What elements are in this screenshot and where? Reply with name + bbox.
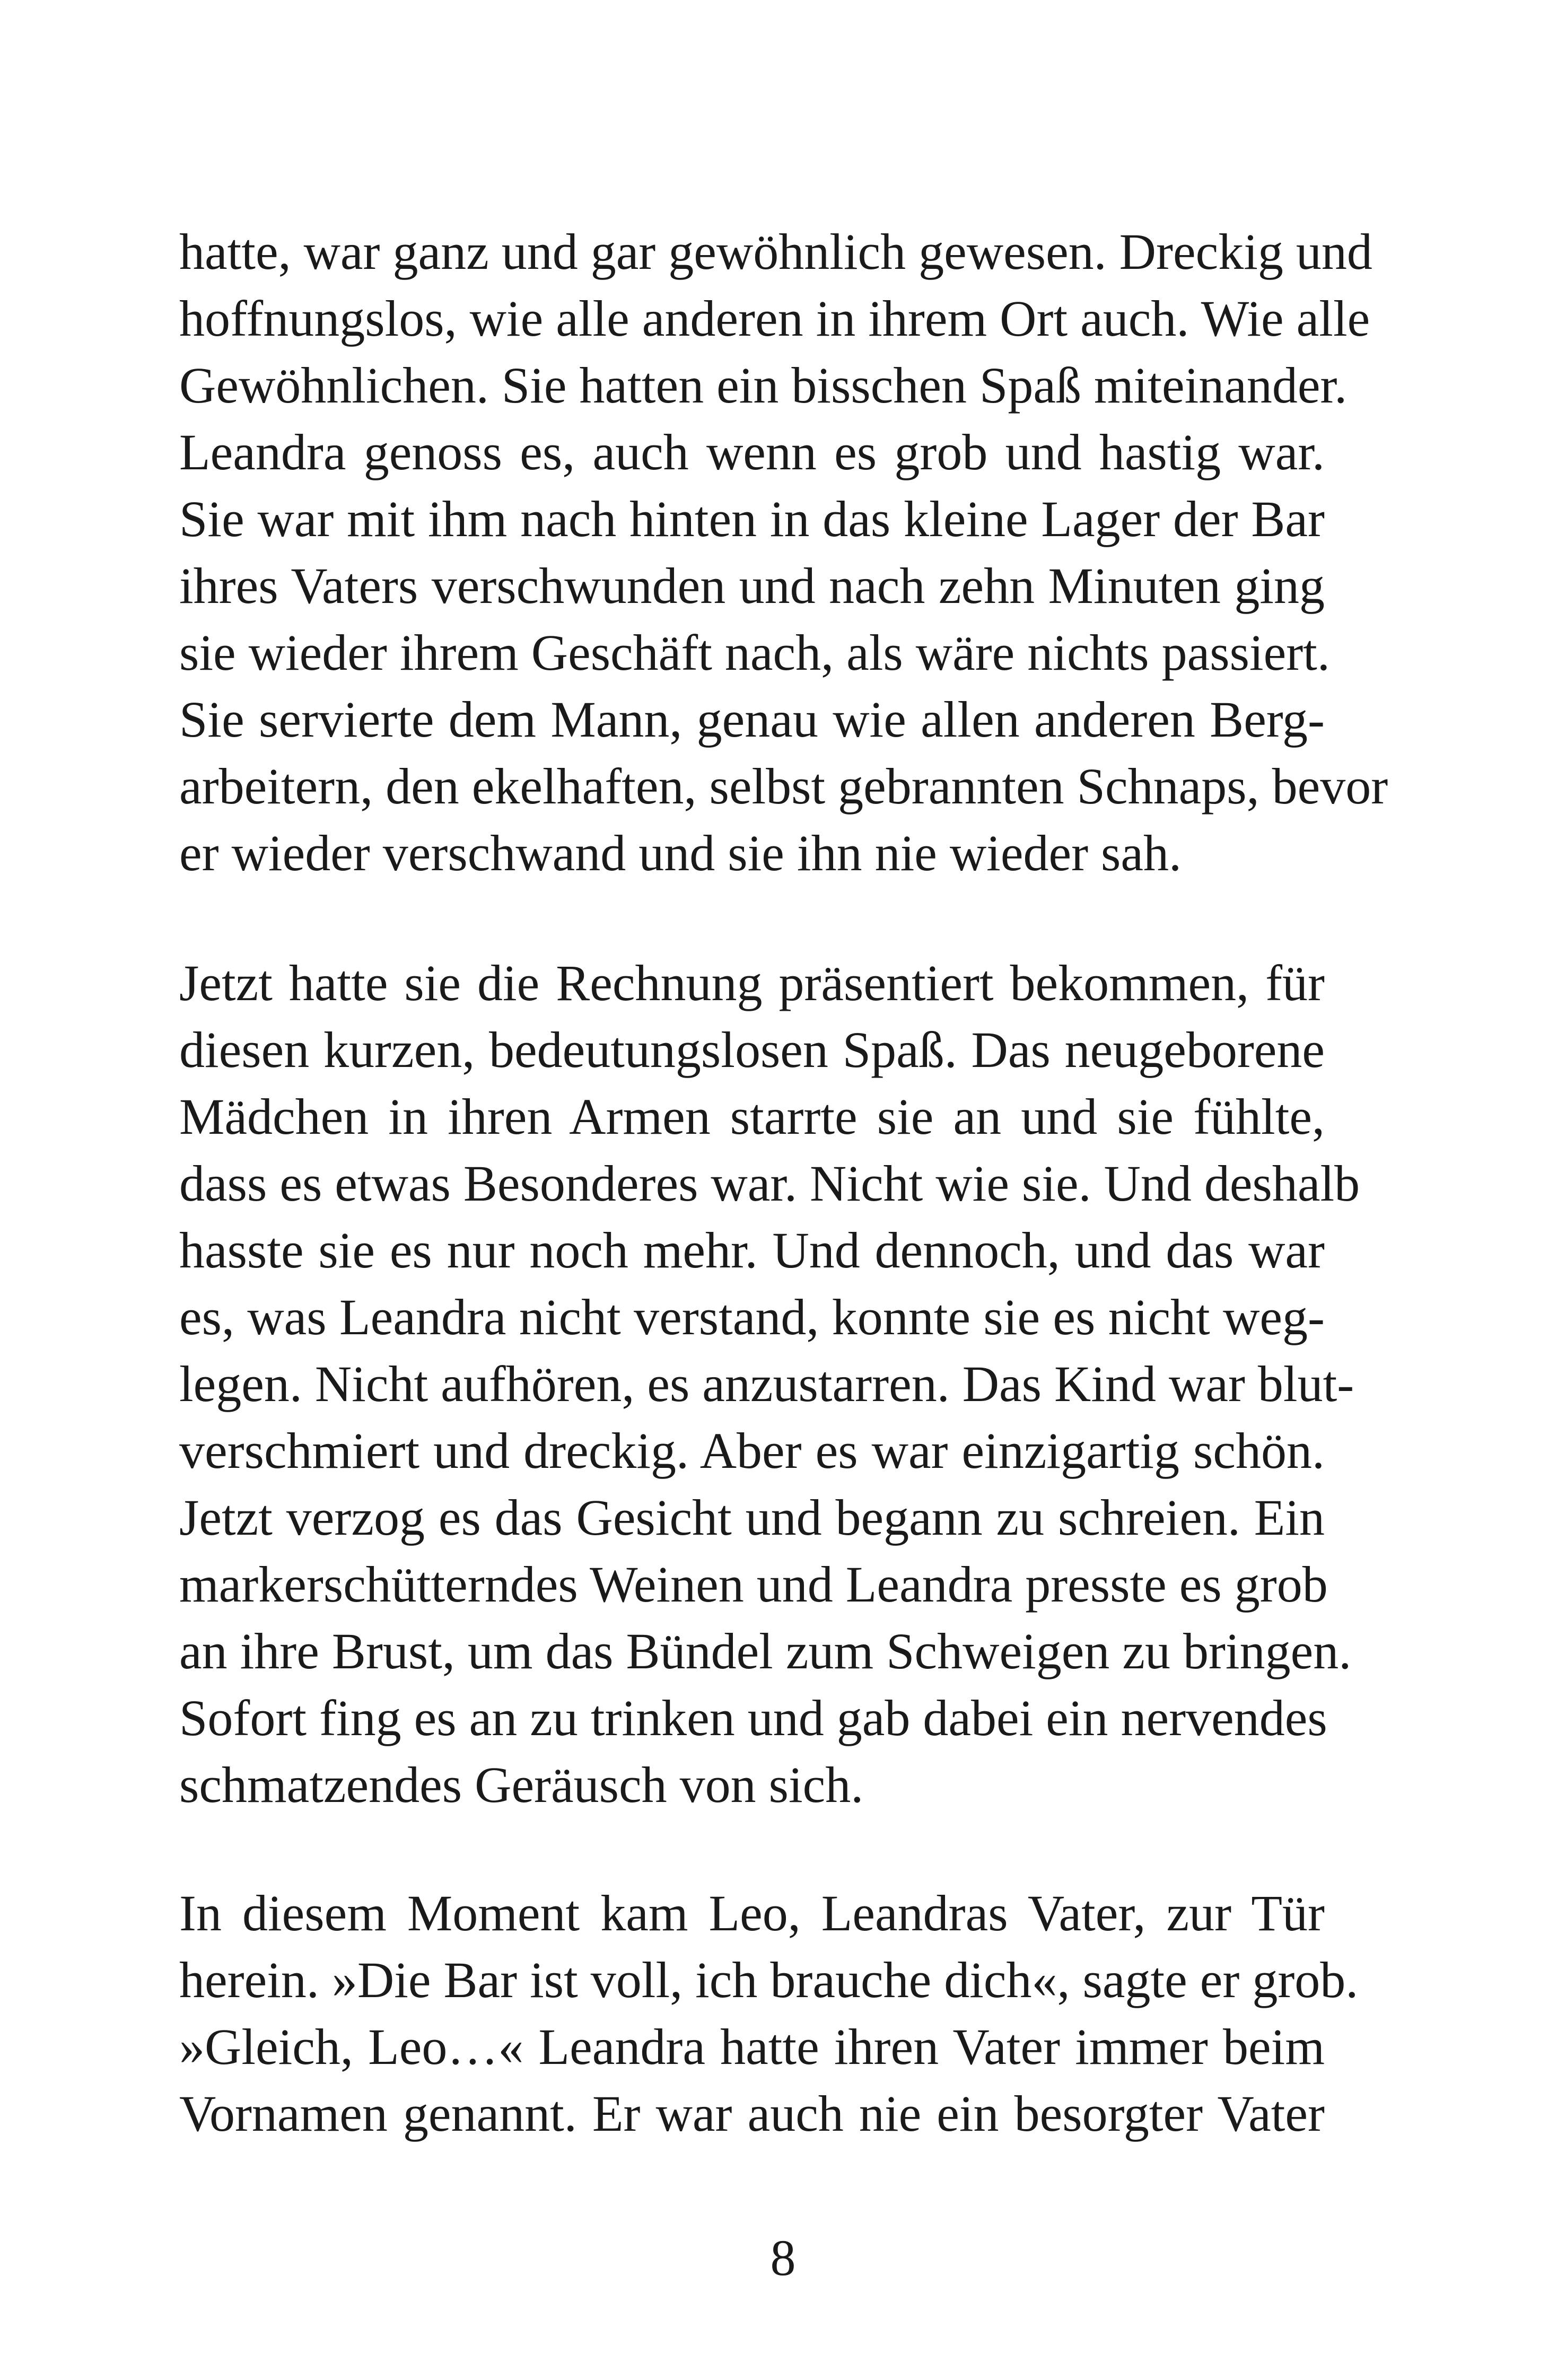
text-line: Sofort fing es an zu trinken und gab dabei ein nervendes (179, 1690, 1327, 1746)
text-line: Vornamen genannt. Er war auch nie ein besorgter Vater (179, 2085, 1325, 2142)
text-line: diesen kurzen, bedeutungslosen Spaß. Das neugeborene (179, 1021, 1325, 1078)
page-number: 8 (770, 2229, 796, 2286)
paragraph (179, 218, 1388, 887)
text-line: Sie war mit ihm nach hinten in das kleine Lager der Bar (179, 491, 1325, 547)
text-line: dass es etwas Besonderes war. Nicht wie sie. Und deshalb (179, 1155, 1360, 1212)
text-line: es, was Leandra nicht verstand, konnte sie es nicht weg- (179, 1289, 1325, 1345)
text-line: er wieder verschwand und sie ihn nie wieder sah. (179, 825, 1182, 881)
text-line: »Gleich, Leo…« Leandra hatte ihren Vater immer beim (179, 2018, 1325, 2075)
text-line: sie wieder ihrem Geschäft nach, als wäre nichts passiert. (179, 624, 1330, 681)
text-line: Mädchen in ihren Armen starrte sie an und sie fühlte, (179, 1088, 1325, 1145)
text-line: markerschütterndes Weinen und Leandra presste es grob (179, 1556, 1328, 1613)
paragraph (179, 950, 1360, 1818)
text-line: Jetzt verzog es das Gesicht und begann zu schreien. Ein (179, 1489, 1325, 1546)
text-line: ihres Vaters verschwunden und nach zehn Minuten ging (179, 557, 1325, 614)
text-line: schmatzendes Geräusch von sich. (179, 1756, 864, 1813)
text-line: an ihre Brust, um das Bündel zum Schweigen zu bringen. (179, 1623, 1352, 1679)
text-line: In diesem Moment kam Leo, Leandras Vater, zur Tür (179, 1885, 1325, 1941)
text-line: Leandra genoss es, auch wenn es grob und hastig war. (179, 424, 1325, 480)
paragraph (179, 1880, 1359, 2147)
text-line: hoffnungslos, wie alle anderen in ihrem Ort auch. Wie alle (179, 290, 1370, 347)
text-line: verschmiert und dreckig. Aber es war einzigartig schön. (179, 1422, 1325, 1479)
text-line: arbeitern, den ekelhaften, selbst gebrannten Schnaps, bevor (179, 758, 1388, 815)
text-line: hasste sie es nur noch mehr. Und dennoch, und das war (179, 1222, 1325, 1279)
text-line: Jetzt hatte sie die Rechnung präsentiert bekommen, für (179, 955, 1325, 1011)
text-line: legen. Nicht aufhören, es anzustarren. Das Kind war blut- (179, 1355, 1354, 1412)
text-line: Gewöhnlichen. Sie hatten ein bisschen Spaß miteinander. (179, 357, 1348, 414)
text-line: herein. »Die Bar ist voll, ich brauche dich«, sagte er grob. (179, 1952, 1359, 2008)
text-line: Sie servierte dem Mann, genau wie allen anderen Berg- (179, 691, 1325, 748)
text-line: hatte, war ganz und gar gewöhnlich gewesen. Dreckig und (179, 223, 1372, 280)
